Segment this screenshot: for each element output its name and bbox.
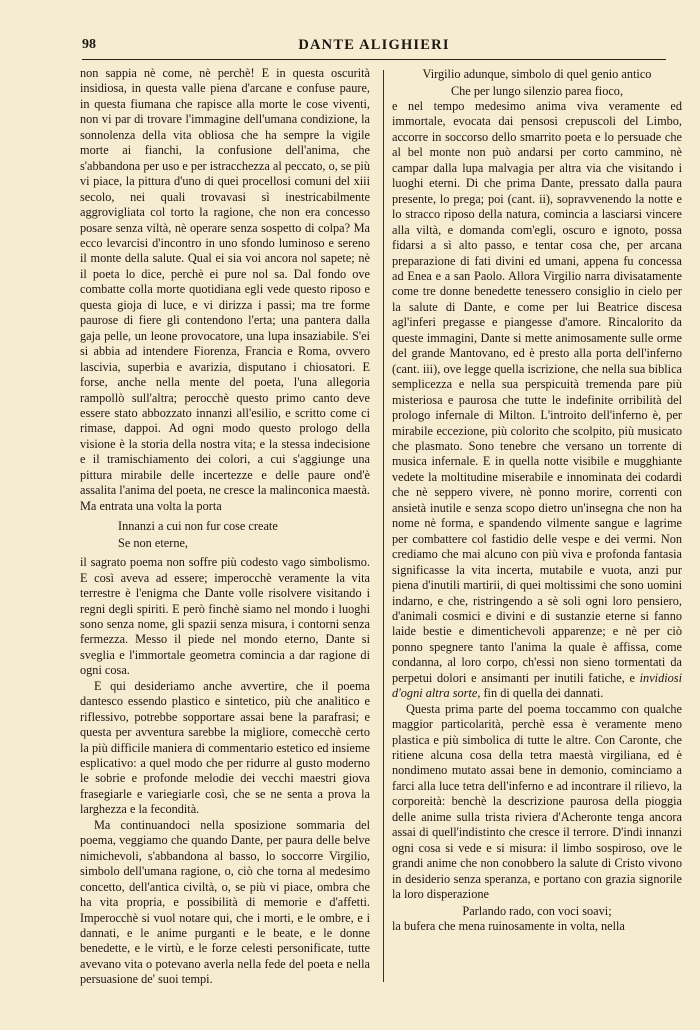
column-divider — [383, 70, 384, 982]
paragraph-text: e nel tempo medesimo anima viva veramente ed immortale, evocata dai pensosi crepuscoli del Limbo, accorre in soccorso dello smarrito poeta e lo persuade che al bel monte non può andarsi per corto cammino, nè campar dalla lupa malvagia per altra via che visitando i luoghi eterni. Di che prima Dante, pressato dalla paura presente, lo prega; poi (cant. ii), sopravvenendo la notte e lo stracco riposo della natura, comincia a lasciarsi vincere alla viltà, e domanda com'egli, oscuro e ignoto, possa fidarsi a sì alto passo, e tentar cosa che, per arcana preparazione di fati divini ed umani, appena fu concessa ad Enea e a san Paolo. Allora Virgilio narra divisatamente come tre donne benedette tenessero consiglio in cielo per la salute di Dante, e come per lui Beatrice discesa agl'inferi pregasse e piangesse d'amore. Rincalorito da queste immagini, Dante si mette animosamente sulle orme del grande Mantovano, ed è presto alla porta dell'inferno (cant. iii), ove legge quella iscrizione, che nella sua biblica semplicezza e nella sua perspicuità tremenda pare più misteriosa e paurosa che tutte le indefinite orribilità del prologo infernale di Milton. L'introito dell'inferno è, per mirabile eccezione, più colorito che scolpito, più musicato che plasmato. Sono tenebre che versano un torrente di musica infernale. E in quella notte visibile e mugghiante vedete la moltitudine miserabile e innominata dei codardi che nè seppero vivere, nè ponno morire, correnti con ansietà inutile e senza scopo dietro un'insegna che non ha nome nè forma, e spandendo vilmente sangue e lagrime per combattere col fastidio delle vespe e dei vermi. Non crediamo che mai alcuno con più viva e profonda fantasia significasse la vita incerta, mutabile e vuota, anzi pur piena d'inutili martirii, di quei moltissimi che sono uomini indarno, e che, ristringendo a sè soli ogni loro pensiero, d'animali cosmici e divini e di sustanzie eterne si fanno laide bestie e dimentichevoli apparenze; e nè per ciò ponno spegnere tanto l'anima la quale è affissa, come condanna, al loro corpo, ch'essi non sieno tormentati da perpetui dolori e ansimanti per inutili fatiche, e — [392, 99, 682, 685]
page-number: 98 — [82, 37, 96, 52]
verse-quote — [118, 518, 370, 551]
page-header — [82, 37, 666, 60]
paragraph — [392, 99, 682, 702]
paragraph: non sappia nè come, nè perchè! E in questa oscurità insidiosa, in questa valle piena d'arcane e confuse paure, in questa fiumana che rapisce alla morte le cose viventi, non vi par di trovare l'immagine dell'umana condizione, la sonnolenza della vita obliosa che ha sempre la vigile morte ai fianchi, la confusione dell'anima, che s'abbandona per uso e per istracchezza al peccato, o, se più vi piace, la pittura d'uno di quei procellosi comuni del xiii secolo, nei quali trovavasi sì inestricabilmente aggrovigliata col torto la ragione, che non era concesso posare senza viltà, nè operare senza sospetto di colpa? Ma ecco levarcisi d'incontro in uno sfondo luminoso e sereno il monte della salute. Qual ei sia voi ancora nol sapete; nè il poeta lo dice, perchè ei pure nol sa. Dal fondo ove combatte colla morte quotidiana egli vede questo riposo e questa gioja di luce, e vi dirizza i passi; ma tre forme paurose di fiere gli contendono l'erta; una pantera dalla gaja pelle, un leone provocatore, una lupa insaziabile. S'ei si abbia ad intendere Fiorenza, Francia e Roma, ovvero lascivia, superbia e avarizia, disputano i chiosatori. E forse, anche nella mente del poeta, l'una allegoria rampollò sull'altra; perocchè questo primo canto deve essere stato abbozzato innanzi all'esilio, e scritto come ci rimase, dappoi. Ad ogni modo questo prologo della visione è la storia della nostra vita; e la stessa indecisione e il tramischiamento dei colori, a cui s'aggiunge una pittura mirabile delle incertezze e delle paure ond'è assalita l'anima del poeta, ne cresce la malinconica maestà. Ma entrata una volta la porta — [80, 66, 370, 513]
verse-line: Virgilio adunque, simbolo di quel genio antico — [422, 67, 652, 81]
italic-quote: invidiosi d'ogni altra sorte — [392, 670, 682, 701]
paragraph: la bufera che mena ruinosamente in volta, nella — [392, 919, 625, 934]
left-column — [80, 66, 370, 988]
verse-line: Se non eterne, — [118, 535, 188, 550]
paragraph: E qui desideriamo anche avvertire, che il poema dantesco essendo plastico e sintetico, più che analitico e riflessivo, potrebbe sopportare assai bene la parafrasi; e questa per avventura sarebbe la migliore, comecchè certo la più difficile maniera di commentario estetico ed insieme esplicativo: a quel modo che per ridurre al gusto moderno le sobrie e profonde melodie dei vecchi maestri giova frasegiarle e variegiarle così, che se ne senta a prova la larghezza e la fecondità. — [80, 678, 370, 817]
paragraph: Questa prima parte del poema toccammo con qualche maggior particolarità, perchè essa è veramente meno plastica e più simbolica di tutte le altre. Con Caronte, che ritiene alcuna cosa della tetra maestà virgiliana, ed è nondimeno mutato assai bene in demonio, cominciamo a farci alla luce tetra dell'inferno e ad incontrare il rilievo, la corporeità: benchè la descrizione paurosa della pioggia delle anime sulla trista riviera d'Acheronte tenga ancora assai di quell'indistinto che cresce il terrore. D'indi innanzi ogni cosa si vede e si misura: il limbo sospiroso, ove le grandi anime che non conobbero la salute di Cristo vivono in desiderio senza speranza, e portano con grazia signorile la loro disperazione — [392, 701, 682, 902]
paragraph-text: , fin di quella dei dannati. — [477, 686, 604, 701]
running-head: DANTE ALIGHIERI — [298, 37, 450, 53]
paragraph: il sagrato poema non soffre più codesto vago simbolismo. E così aveva ad essere; imperocchè veramente la vita terrestre è l'enigma che Dante volle risolvere visitando i regni degli spiriti. E però finchè siamo nel mondo i luoghi sono senza nome, gli spazii senza misura, i contorni senza fermezza. Messo il piede nel mondo eterno, Dante si sveglia e l'immortale geometra comincia a dar ragione di ogni cosa. — [80, 555, 370, 678]
verse-line: Parlando rado, con voci soavi; — [462, 903, 612, 918]
right-column — [392, 66, 682, 935]
verse-quote — [392, 903, 682, 920]
verse-quote — [392, 66, 682, 99]
verse-line: Innanzi a cui non fur cose create — [118, 519, 278, 534]
verse-line: Che per lungo silenzio parea fioco, — [450, 83, 624, 98]
paragraph: Ma continuandoci nella sposizione sommaria del poema, veggiamo che quando Dante, per paura delle belve nimichevoli, s'abbandona al basso, lo soccorre Virgilio, simbolo dell'umana ragione, o, ciò che torna al medesimo concetto, dell'antica civiltà, o, se più vi piace, ombra che ha vita propria, e possibilità di memorie e d'affetti. Imperocchè si vuol notare qui, che i morti, e le ombre, e i dannati, e le anime purganti e le beate, e le donne benedette, e le virtù, e le forze celesti personificate, tutte avevano vita o potevano averla nella fede del poeta e nella persuasione de' suoi tempi. — [80, 817, 370, 987]
